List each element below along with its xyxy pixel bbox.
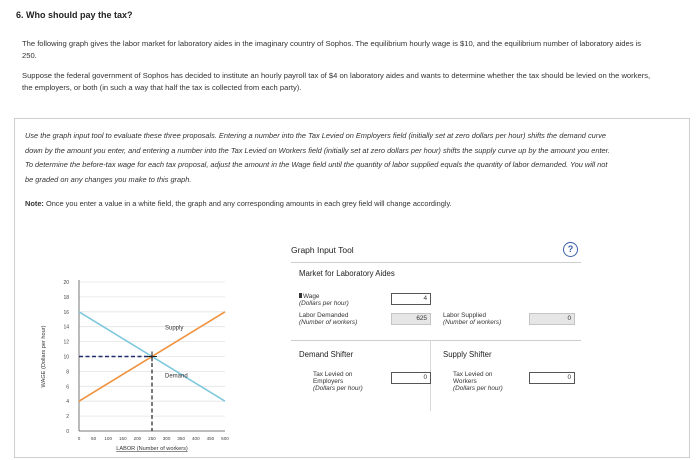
note-label: Note: xyxy=(25,199,44,208)
x-tick-label: 150 xyxy=(118,436,127,441)
intro-paragraph-1: The following graph gives the labor market for laboratory aides in the imaginary country of Sophos. The equilibrium hourly wage is $10, and the equilibrium number of laboratory aides is 250. xyxy=(22,39,642,60)
graph-input-tool xyxy=(291,245,581,445)
instructions-panel xyxy=(14,118,690,458)
labor-supplied-value: 0 xyxy=(529,313,575,325)
x-axis-title: LABOR (Number of workers) xyxy=(116,446,188,452)
labor-supplied-label xyxy=(443,313,501,327)
labor-demanded-value: 625 xyxy=(391,313,431,325)
y-tick-label: 4 xyxy=(66,399,69,406)
x-tick-label: 0 xyxy=(77,436,81,441)
x-tick-label: 350 xyxy=(177,436,186,441)
labor-demanded-label xyxy=(299,313,357,327)
x-tick-label: 50 xyxy=(91,436,97,441)
x-tick-label: 400 xyxy=(191,436,200,441)
labor-demanded-label-text: Labor Demanded xyxy=(299,312,349,319)
wage-label-text: Wage xyxy=(303,293,320,300)
workers-tax-label xyxy=(453,372,503,392)
instructions-text: Use the graph input tool to evaluate these three proposals. Entering a number into the Tax Levied on Employers field (initially set at zero dollars per hour) shifts the demand curve down by the amount you enter, and entering a number into the Tax Levied on Workers field (initially set at zero dollars per hour) shifts the supply curve up by the amount you enter. To determine the before-tax wage for each tax proposal, adjust the amount in the Wage field until the quantity of labor supplied equals the quantity of labor demanded. You will not be graded on any changes you make to this graph. xyxy=(25,131,610,184)
intro-paragraph-2: Suppose the federal government of Sophos has decided to institute an hourly payroll tax of $4 on laboratory aides and wants to determine whether the tax should be levied on the workers, the employers, or both (in such a way that half the tax is collected from each party). xyxy=(22,71,651,92)
y-tick-label: 2 xyxy=(66,414,69,421)
y-tick-label: 6 xyxy=(66,384,69,391)
employers-tax-label-2: Employers xyxy=(313,377,344,385)
labor-market-chart[interactable] xyxy=(15,119,285,459)
workers-tax-label-1: Tax Levied on xyxy=(453,371,493,378)
x-tick-label: 250 xyxy=(148,436,156,441)
employers-tax-label xyxy=(313,372,363,392)
demand-label: Demand xyxy=(165,373,188,380)
y-tick-label: 16 xyxy=(63,309,69,316)
employers-tax-input[interactable]: 0 xyxy=(391,372,431,384)
x-tick-label: 100 xyxy=(104,436,113,441)
market-section xyxy=(291,262,581,340)
wage-marker-icon xyxy=(299,293,302,298)
workers-tax-input[interactable]: 0 xyxy=(529,372,575,384)
demand-shifter-title: Demand Shifter xyxy=(299,350,354,359)
labor-supplied-label-text: Labor Supplied xyxy=(443,312,486,319)
x-tick-label: 450 xyxy=(206,436,215,441)
workers-tax-unit: (Dollars per hour) xyxy=(453,384,503,392)
x-tick-label: 500 xyxy=(221,436,229,441)
labor-demanded-unit: (Number of workers) xyxy=(299,318,358,326)
employers-tax-label-1: Tax Levied on xyxy=(313,371,353,378)
y-tick-label: 0 xyxy=(66,429,69,435)
y-tick-label: 14 xyxy=(63,324,69,331)
y-tick-label: 8 xyxy=(66,369,69,376)
shifter-section xyxy=(291,340,581,410)
wage-label xyxy=(299,293,349,308)
y-tick-label: 18 xyxy=(63,294,69,301)
supply-shifter-title: Supply Shifter xyxy=(443,350,492,359)
supply-label: Supply xyxy=(165,325,184,332)
y-tick-label: 10 xyxy=(63,354,69,361)
labor-supplied-unit: (Number of workers) xyxy=(443,318,502,326)
employers-tax-unit: (Dollars per hour) xyxy=(313,384,363,392)
question-title: 6. Who should pay the tax? xyxy=(16,10,133,20)
help-icon[interactable]: ? xyxy=(563,242,578,257)
wage-unit: (Dollars per hour) xyxy=(299,299,349,307)
y-tick-label: 20 xyxy=(63,280,69,286)
wage-input[interactable]: 4 xyxy=(391,293,431,305)
x-tick-label: 300 xyxy=(162,436,171,441)
workers-tax-label-2: Workers xyxy=(453,377,477,385)
market-title: Market for Laboratory Aides xyxy=(299,269,395,278)
note-body: Once you enter a value in a white field, the graph and any corresponding amounts in each grey field will change accordingly. xyxy=(45,199,452,208)
graph-input-title: Graph Input Tool xyxy=(291,245,354,255)
y-axis-title: WAGE (Dollars per hour) xyxy=(41,325,47,388)
x-tick-label: 200 xyxy=(133,436,142,441)
y-tick-label: 12 xyxy=(63,339,69,346)
